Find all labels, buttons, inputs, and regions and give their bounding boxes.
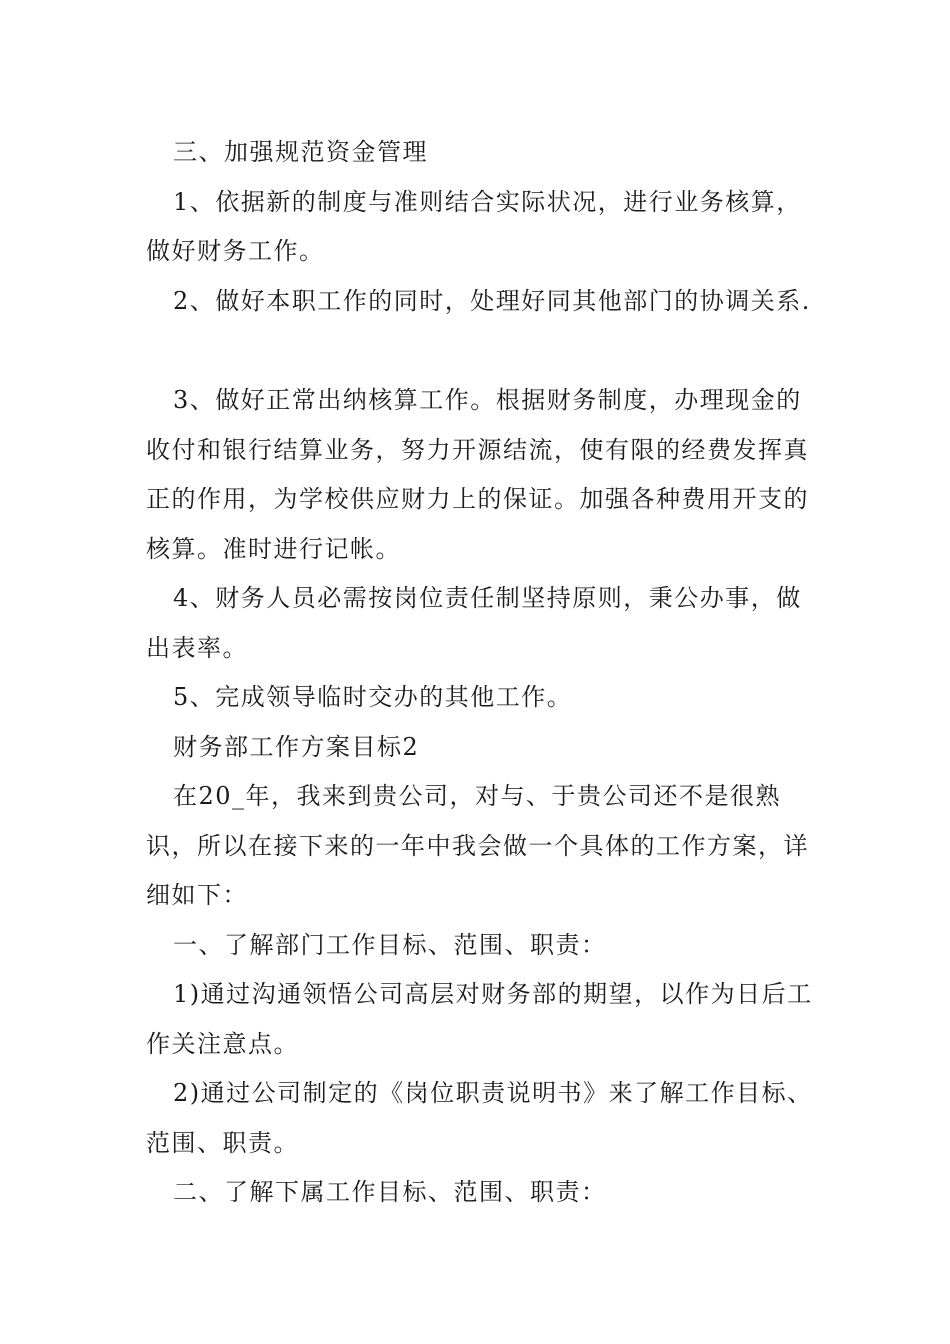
document-body: [146, 128, 826, 1218]
section-heading-department-goals: 一、了解部门工作目标、范围、职责：: [173, 930, 607, 959]
paragraph-intro: 在20_年，我来到贵公司，对与、于贵公司还不是很熟识，所以在接下来的一年中我会做一个具体的工作方案，详细如下：: [146, 782, 809, 909]
paragraph-subitem-1: 1)通过沟通领悟公司高层对财务部的期望，以作为日后工作关注意点。: [146, 980, 813, 1058]
section-title-plan-2: 财务部工作方案目标2: [173, 732, 420, 761]
section-heading-fund-management: 三、加强规范资金管理: [173, 138, 428, 166]
paragraph-item-2: 2、做好本职工作的同时，处理好同其他部门的协调关系.: [173, 286, 811, 315]
paragraph-item-4: 4、财务人员必需按岗位责任制坚持原则，秉公办事，做出表率。: [146, 584, 802, 662]
paragraph-gap: [146, 326, 826, 376]
paragraph-item-1: 1、依据新的制度与准则结合实际状况，进行业务核算，做好财务工作。: [146, 187, 802, 265]
section-heading-subordinate-goals: 二、了解下属工作目标、范围、职责：: [173, 1178, 607, 1206]
paragraph-item-3: 3、做好正常出纳核算工作。根据财务制度，办理现金的收付和银行结算业务，努力开源结流，使有限的经费发挥真正的作用，为学校供应财力上的保证。加强各种费用开支的核算。准时进行记帐。: [146, 386, 809, 563]
paragraph-item-5: 5、完成领导临时交办的其他工作。: [173, 683, 573, 711]
paragraph-subitem-2: 2)通过公司制定的《岗位职责说明书》来了解工作目标、范围、职责。: [146, 1079, 813, 1157]
